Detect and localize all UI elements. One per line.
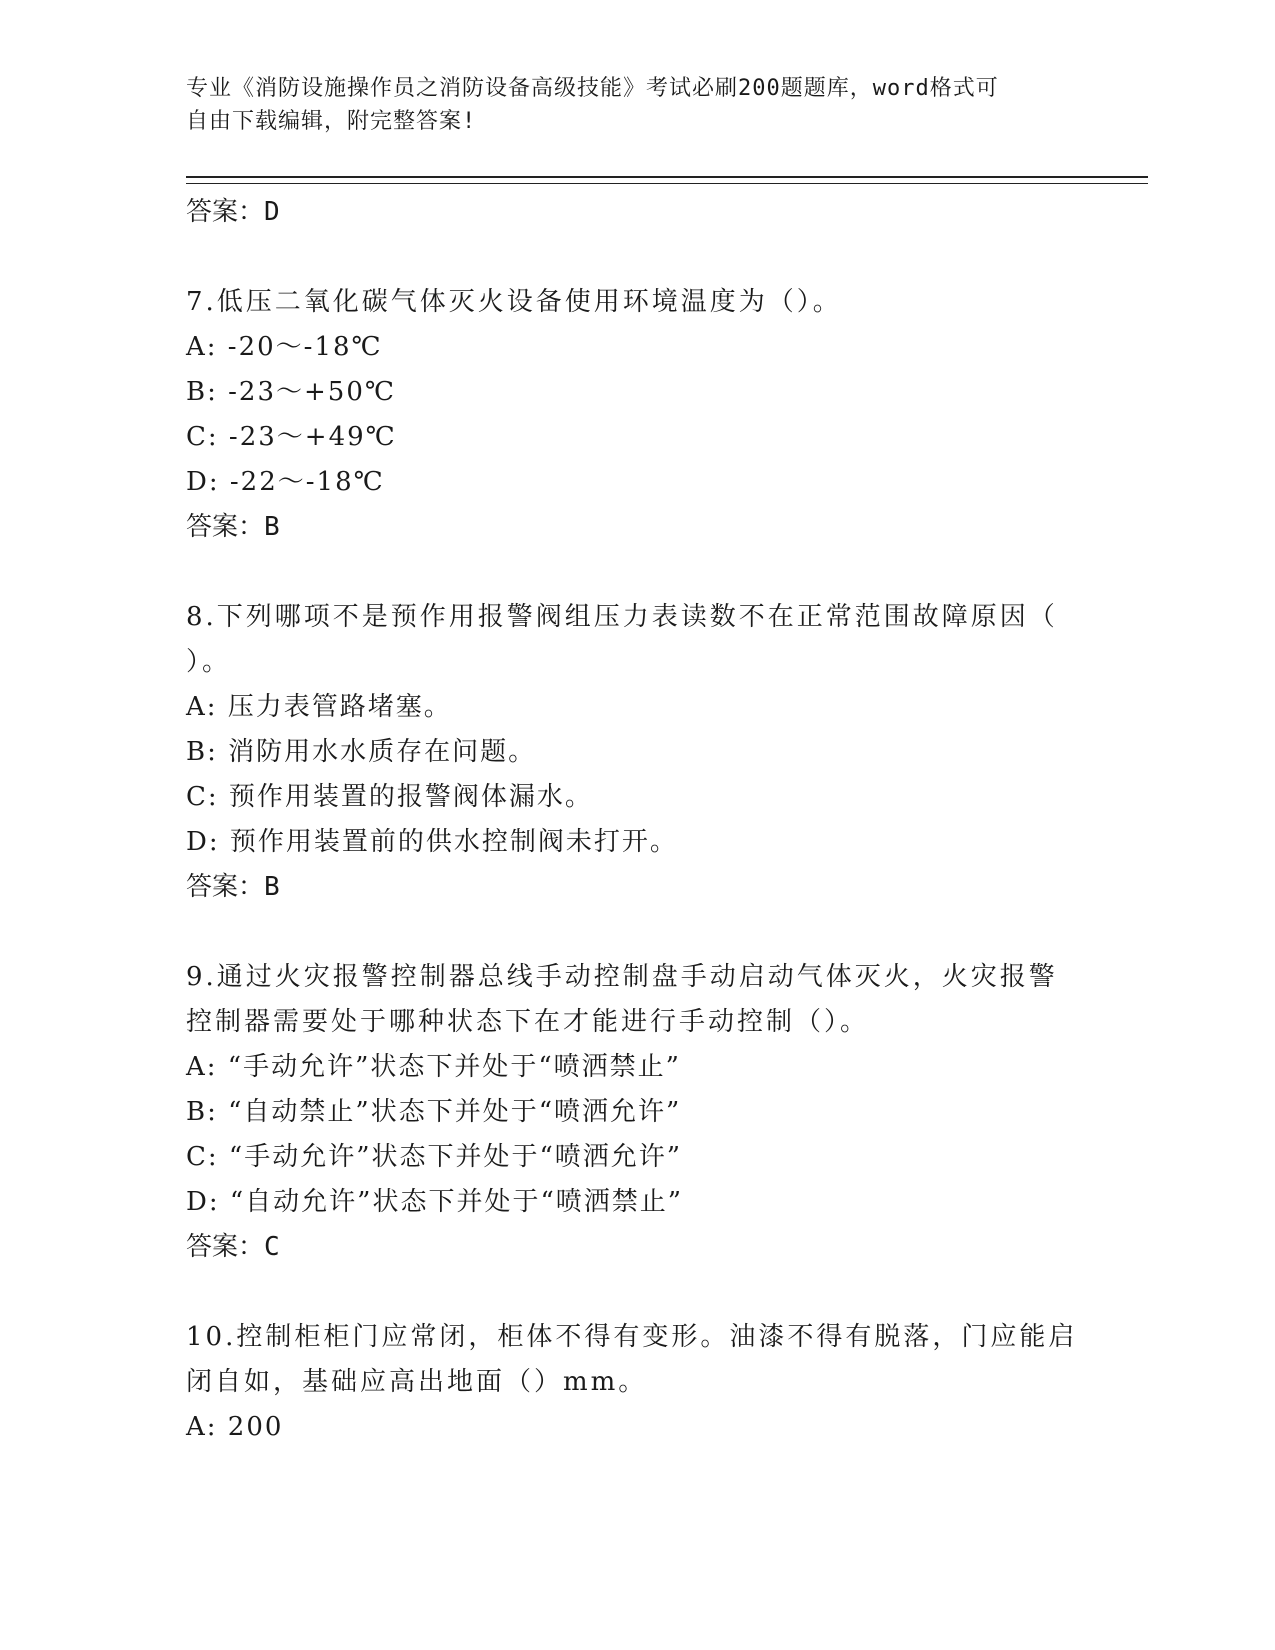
option-d: D: “自动允许”状态下并处于“喷洒禁止” [186,1187,684,1217]
option-d: D: -22～-18℃ [186,467,385,497]
question-8 [186,595,1086,865]
question-7 [186,280,1086,505]
answer-q6: 答案：D [186,197,280,227]
option-b: B: -23～+50℃ [186,377,396,407]
question-10 [186,1315,1086,1450]
page-header [186,72,1066,138]
option-c: C: 预作用装置的报警阀体漏水。 [186,782,593,812]
question-text-line-1: 8.下列哪项不是预作用报警阀组压力表读数不在正常范围故障原因（ [186,602,1058,632]
question-text: 7.低压二氧化碳气体灭火设备使用环境温度为（）。 [186,287,842,317]
option-b: B: 消防用水水质存在问题。 [186,737,537,767]
option-b: B: “自动禁止”状态下并处于“喷洒允许” [186,1097,682,1127]
header-line-1: 专业《消防设施操作员之消防设备高级技能》考试必刷200题题库，word格式可 [186,76,999,101]
answer-q8: 答案：B [186,872,280,902]
option-a: A: 200 [186,1412,284,1442]
question-9 [186,955,1086,1225]
option-a: A: “手动允许”状态下并处于“喷洒禁止” [186,1052,681,1082]
option-a: A: -20～-18℃ [186,332,383,362]
document-body [186,190,1086,1450]
question-text-line-2: 控制器需要处于哪种状态下在才能进行手动控制（）。 [186,1007,870,1037]
question-text-line-1: 9.通过火灾报警控制器总线手动控制盘手动启动气体灭火，火灾报警 [186,962,1058,992]
answer-q7: 答案：B [186,512,280,542]
question-text-line-2: 闭自如，基础应高出地面（）mm。 [186,1367,648,1397]
option-c: C: -23～+49℃ [186,422,397,452]
option-a: A: 压力表管路堵塞。 [186,692,452,722]
question-text-line-2: ）。 [186,647,232,677]
option-c: C: “手动允许”状态下并处于“喷洒允许” [186,1142,683,1172]
header-line-2: 自由下载编辑，附完整答案! [186,109,477,134]
answer-q9: 答案：C [186,1232,280,1262]
question-text-line-1: 10.控制柜柜门应常闭，柜体不得有变形。油漆不得有脱落，门应能启 [186,1322,1078,1352]
option-d: D: 预作用装置前的供水控制阀未打开。 [186,827,678,857]
header-divider [186,176,1148,184]
